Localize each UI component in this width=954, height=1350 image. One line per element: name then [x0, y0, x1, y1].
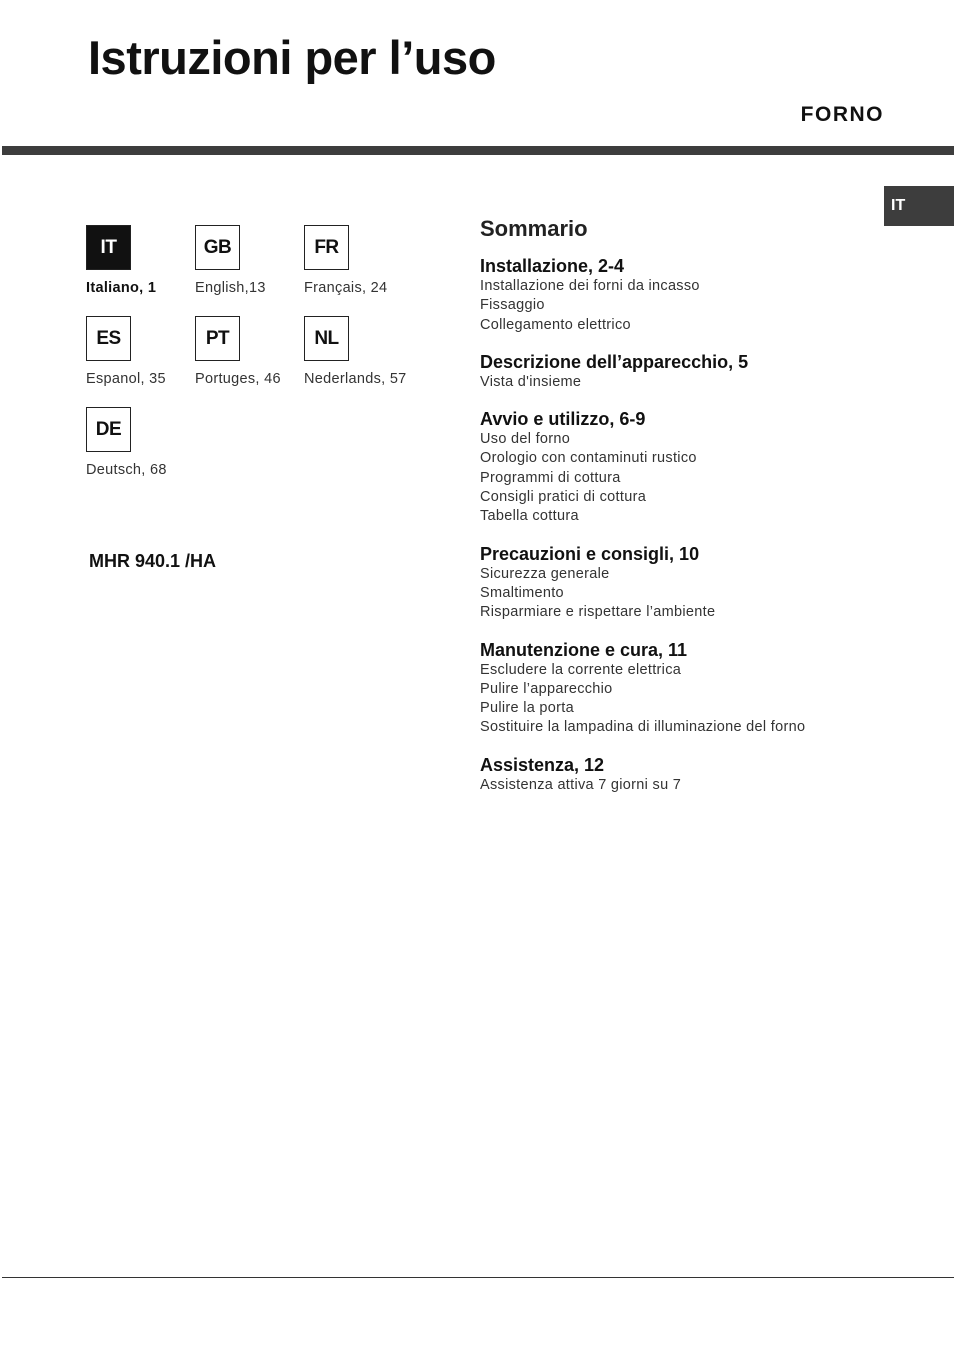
toc-section-manutenzione — [480, 640, 920, 738]
toc-entry[interactable]: Tabella cottura — [480, 508, 579, 525]
language-side-tab: IT — [884, 186, 954, 226]
toc-section-title[interactable]: Assistenza, 12 — [480, 754, 605, 775]
toc-entry[interactable]: Vista d'insieme — [480, 373, 582, 390]
language-item-de[interactable] — [86, 407, 186, 478]
language-item-pt[interactable] — [195, 316, 295, 387]
toc-entry[interactable]: Sicurezza generale — [480, 565, 610, 582]
toc-section-assistenza — [480, 755, 920, 795]
language-code-box[interactable]: FR — [304, 225, 349, 270]
toc-section-title[interactable]: Avvio e utilizzo, 6-9 — [480, 409, 646, 430]
toc-entry[interactable]: Assistenza attiva 7 giorni su 7 — [480, 776, 682, 793]
toc-entry[interactable]: Installazione dei forni da incasso — [480, 278, 700, 294]
toc-section-title[interactable]: Installazione, 2-4 — [480, 256, 625, 276]
header-divider — [2, 146, 954, 155]
language-code-box[interactable]: IT — [86, 225, 131, 270]
language-code-box[interactable]: PT — [195, 316, 240, 361]
language-label: Espanol, 35 — [86, 371, 166, 387]
language-item-it[interactable] — [86, 225, 186, 296]
toc-entry[interactable]: Collegamento elettrico — [480, 316, 631, 333]
toc-entry[interactable]: Consigli pratici di cottura — [480, 489, 647, 506]
toc-entry[interactable]: Smaltimento — [480, 584, 564, 601]
toc-entry[interactable]: Orologio con contaminuti rustico — [480, 450, 697, 467]
toc-heading: Sommario — [480, 216, 588, 241]
toc-section-title[interactable]: Precauzioni e consigli, 10 — [480, 543, 700, 564]
language-label: Français, 24 — [304, 280, 388, 296]
toc-entry[interactable]: Pulire la porta — [480, 700, 574, 717]
language-label: Italiano, 1 — [86, 280, 157, 296]
language-label: Nederlands, 57 — [304, 371, 407, 387]
language-item-gb[interactable] — [195, 225, 295, 296]
language-code-box[interactable]: ES — [86, 316, 131, 361]
toc-section-precauzioni — [480, 544, 920, 623]
language-label: Deutsch, 68 — [86, 462, 167, 478]
toc-entry[interactable]: Pulire l’apparecchio — [480, 680, 613, 697]
model-number: MHR 940.1 /HA — [89, 551, 217, 571]
toc-section-title[interactable]: Manutenzione e cura, 11 — [480, 639, 688, 660]
toc-entry[interactable]: Uso del forno — [480, 431, 571, 448]
language-item-fr[interactable] — [304, 225, 404, 296]
toc-entry[interactable]: Sostituire la lampadina di illuminazione del forno — [480, 719, 806, 736]
toc-entry[interactable]: Programmi di cottura — [480, 469, 621, 486]
language-code-box[interactable]: GB — [195, 225, 240, 270]
toc-section-title[interactable]: Descrizione dell’apparecchio, 5 — [480, 351, 749, 372]
language-item-es[interactable] — [86, 316, 186, 387]
language-label: English,13 — [195, 280, 266, 296]
toc-entry[interactable]: Fissaggio — [480, 297, 545, 314]
toc-section-installazione — [480, 256, 920, 335]
toc-entry[interactable]: Escludere la corrente elettrica — [480, 661, 682, 678]
footer-divider — [2, 1277, 954, 1278]
toc-section-avvio — [480, 409, 920, 526]
table-of-contents — [480, 216, 920, 812]
language-item-nl[interactable] — [304, 316, 407, 387]
language-label: Portuges, 46 — [195, 371, 281, 387]
language-code-box[interactable]: NL — [304, 316, 349, 361]
language-code-box[interactable]: DE — [86, 407, 131, 452]
toc-entry[interactable]: Risparmiare e rispettare l’ambiente — [480, 604, 716, 621]
product-type-label: FORNO — [800, 103, 884, 126]
page-title: Istruzioni per l’uso — [88, 31, 496, 84]
toc-section-descrizione — [480, 352, 920, 392]
